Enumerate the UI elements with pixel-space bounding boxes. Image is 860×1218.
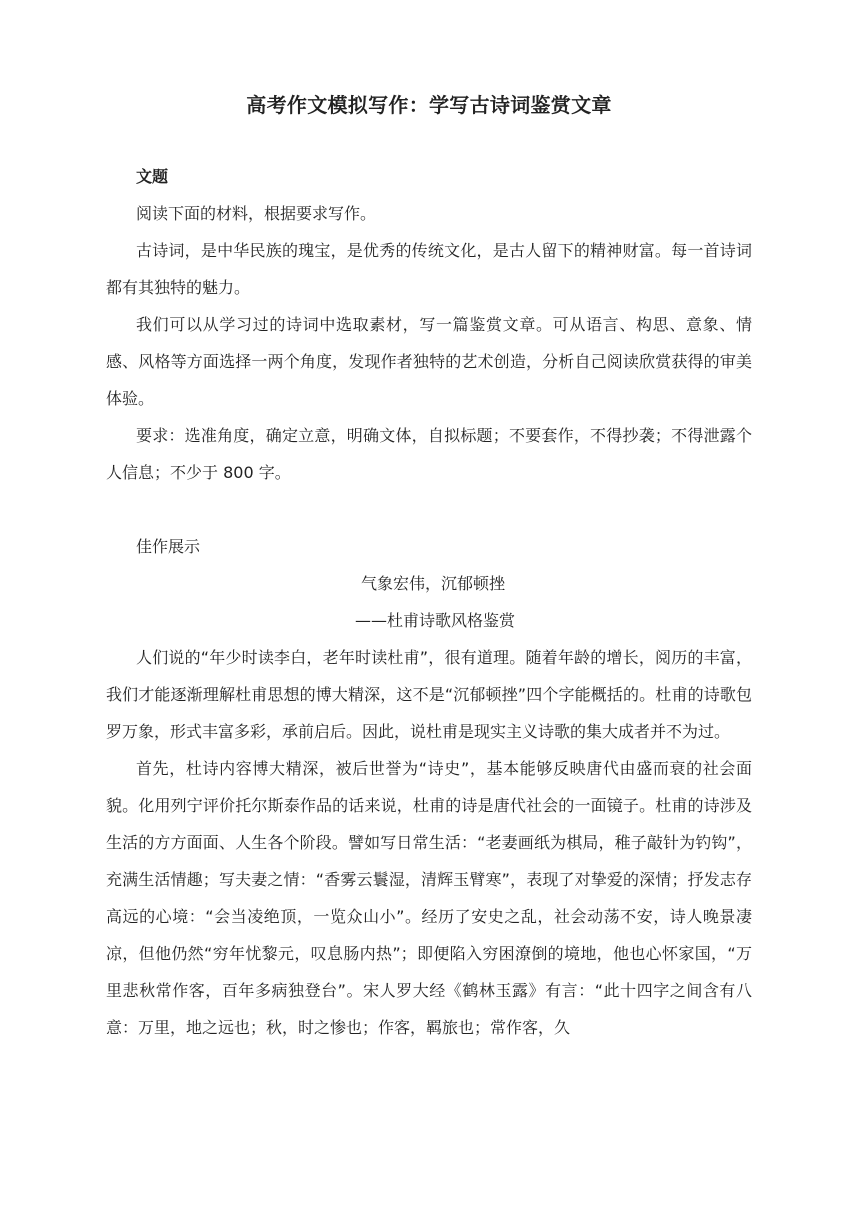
essay-paragraph-body: 首先，杜诗内容博大精深，被后世誉为“诗史”，基本能够反映唐代由盛而衰的社会面貌。化用列宁评价托尔斯泰作品的话来说，杜甫的诗是唐代社会的一面镜子。杜甫的诗涉及生活的方方面面、人生各个阶段。譬如写日常生活：“老妻画纸为棋局，稚子敲针为钓钩”，充满生活情趣；写夫妻之情：“香雾云鬟湿，清辉玉臂寒”，表现了对挚爱的深情；抒发志存高远的心境：“会当凌绝顶，一览众山小”。经历了安史之乱，社会动荡不安，诗人晚景凄凉，但他仍然“穷年忧黎元，叹息肠内热”；即便陷入穷困潦倒的境地，他也心怀家国，“万里悲秋常作客，百年多病独登台”。宋人罗大经《鹤林玉露》有言：“此十四字之间含有八意：万里，地之远也；秋，时之惨也；作客，羁旅也；常作客，久 [106, 759, 752, 1037]
essay-subtitle: ——杜甫诗歌风格鉴赏 [354, 611, 515, 630]
prompt-paragraph-requirements: 要求：选准角度，确定立意，明确文体，自拟标题；不要套作，不得抄袭；不得泄露个人信息；不少于 800 字。 [106, 426, 752, 482]
prompt-paragraph-instruction: 阅读下面的材料，根据要求写作。 [136, 204, 377, 223]
prompt-paragraph-task: 我们可以从学习过的诗词中选取素材，写一篇鉴赏文章。可从语言、构思、意象、情感、风格等方面选择一两个角度，发现作者独特的艺术创造，分析自己阅读欣赏获得的审美体验。 [106, 315, 752, 408]
showcase-label: 佳作展示 [136, 537, 201, 556]
essay-title: 气象宏伟，沉郁顿挫 [360, 574, 505, 593]
document-title: 高考作文模拟写作：学写古诗词鉴赏文章 [246, 93, 612, 117]
prompt-paragraph-material: 古诗词，是中华民族的瑰宝，是优秀的传统文化，是古人留下的精神财富。每一首诗词都有其独特的魅力。 [106, 241, 752, 297]
document-page [106, 88, 752, 1046]
prompt-heading: 文题 [136, 167, 169, 186]
essay-paragraph-intro: 人们说的“年少时读李白，老年时读杜甫”，很有道理。随着年龄的增长，阅历的丰富，我们才能逐渐理解杜甫思想的博大精深，这不是“沉郁顿挫”四个字能概括的。杜甫的诗歌包罗万象，形式丰富多彩，承前启后。因此，说杜甫是现实主义诗歌的集大成者并不为过。 [106, 648, 752, 741]
section-spacer [106, 491, 752, 528]
